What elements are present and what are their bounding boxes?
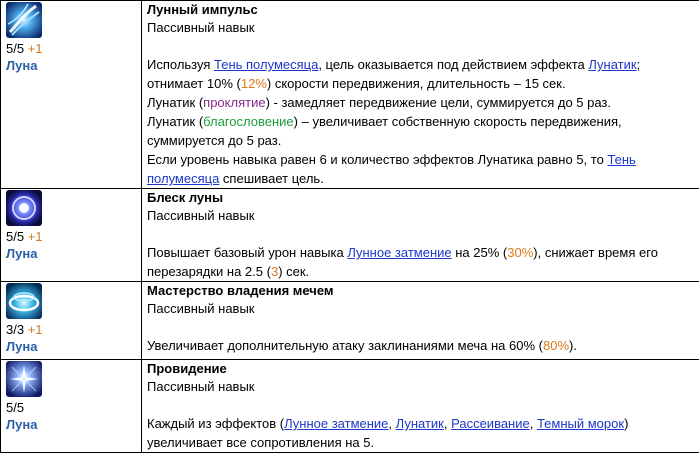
skill-name: Мастерство владения мечем [147,282,697,300]
curse-label: проклятие [203,95,265,110]
skill-link-lunar-eclipse[interactable]: Лунное затмение [284,416,388,431]
skill-link-dispersion[interactable]: Рассеивание [451,416,530,431]
skill-level: 5/5 [6,399,141,416]
skill-tree: Луна [6,416,141,433]
skill-info-cell [142,1,699,189]
skill-name: Провидение [147,360,697,378]
skill-link-dark-haze[interactable]: Темный морок [537,416,624,431]
level-bonus: +1 [28,41,43,56]
skill-meta-cell [1,189,142,282]
skill-link-lunatic[interactable]: Лунатик [588,57,636,72]
skill-type: Пассивный навык [147,378,697,396]
skill-level: 3/3 +1 [6,321,141,338]
skill-name: Лунный импульс [147,1,697,19]
level-bonus: +1 [28,322,43,337]
skill-meta-cell [1,360,142,453]
sword-mastery-icon [6,283,42,319]
providence-icon [6,361,42,397]
skill-link-crescent-shadow[interactable]: Тень полумесяца [147,152,636,186]
skill-meta-cell [1,282,142,360]
level-bonus: +1 [28,229,43,244]
skill-meta-cell [1,1,142,189]
skill-tree: Луна [6,338,141,355]
skill-tree: Луна [6,57,141,74]
skill-level: 5/5 +1 [6,40,141,57]
skill-description: Увеличивает дополнительную атаку заклинаниями меча на 60% (80%). [147,336,697,355]
skill-type: Пассивный навык [147,19,697,37]
skill-row [1,360,699,453]
skill-type: Пассивный навык [147,300,697,318]
skill-row [1,189,699,282]
skill-description: Используя Тень полумесяца, цель оказывается под действием эффекта Лунатик; отнимает 10% (12%) скорости передвижения, длительность – 15 сек. Лунатик (проклятие) - замедляет передвижение цели, суммируется до 5 раз. Лунатик (благословение) – увеличивает собственную скорость передвижения, суммируется до 5 раз. Если уровень навыка равен 6 и количество эффектов Лунатика равно 5, то Тень полумесяца спешивает цель. [147,55,697,188]
skill-row [1,282,699,360]
skill-info-cell [142,189,699,282]
skill-link-crescent-shadow[interactable]: Тень полумесяца [214,57,318,72]
moon-shine-icon [6,190,42,226]
skill-level: 5/5 +1 [6,228,141,245]
skill-tree: Луна [6,245,141,262]
skill-name: Блеск луны [147,189,697,207]
skill-type: Пассивный навык [147,207,697,225]
skill-info-cell [142,282,699,360]
skill-link-lunar-eclipse[interactable]: Лунное затмение [347,245,451,260]
skill-row [1,1,699,189]
skill-description: Каждый из эффектов (Лунное затмение, Лунатик, Рассеивание, Темный морок) увеличивает все сопротивления на 5. [147,414,697,452]
skill-description: Повышает базовый урон навыка Лунное затмение на 25% (30%), снижает время его перезарядки на 2.5 (3) сек. [147,243,697,281]
skill-link-lunatic[interactable]: Лунатик [396,416,444,431]
blessing-label: благословение [203,114,294,129]
moon-impulse-icon [6,2,42,38]
skill-info-cell [142,360,699,453]
